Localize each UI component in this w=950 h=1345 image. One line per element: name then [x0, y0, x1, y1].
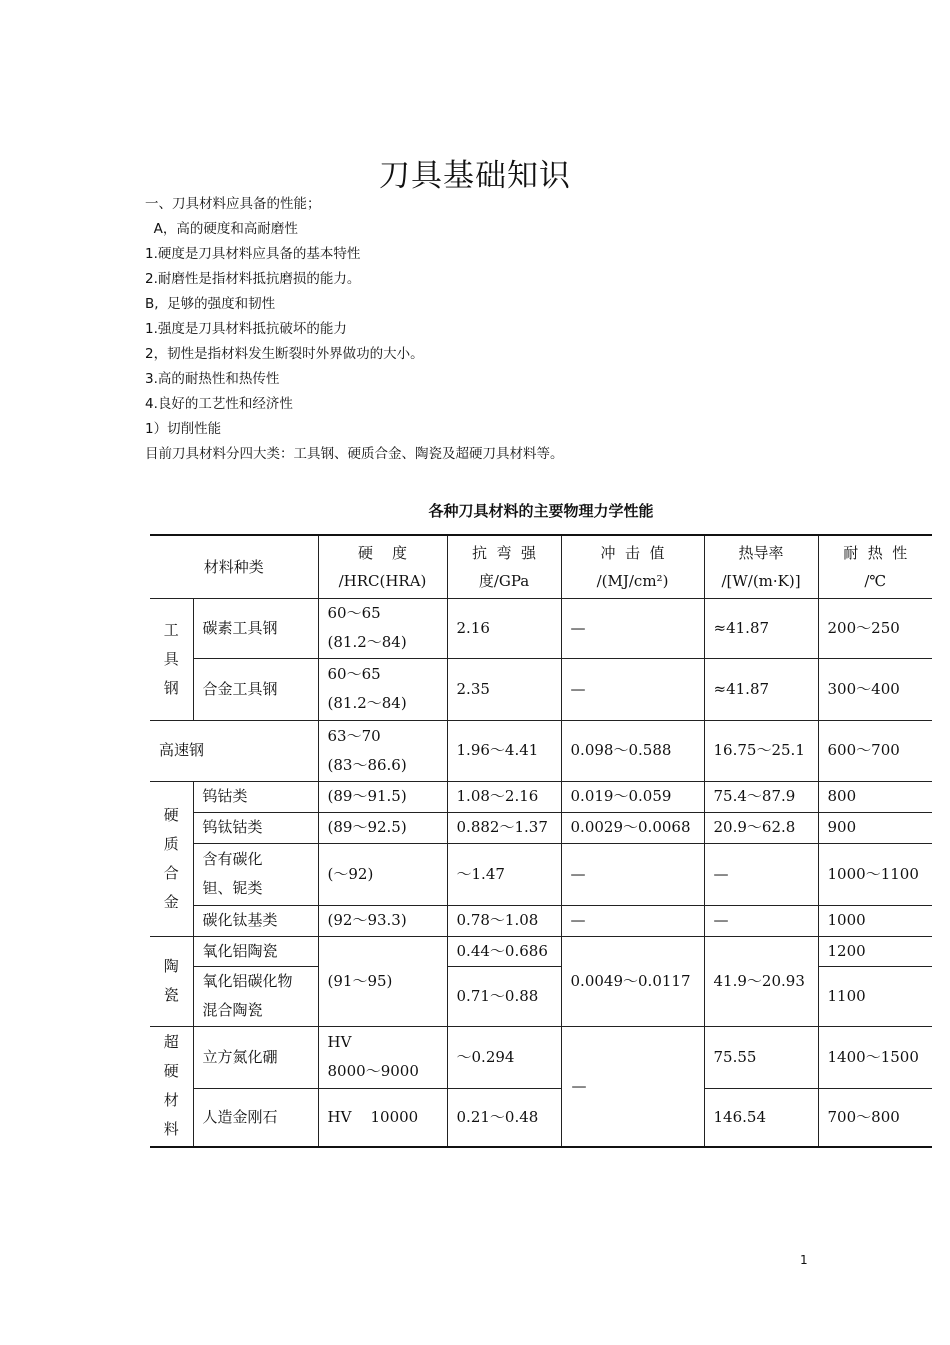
cell-conductivity: 75.55 [704, 1026, 818, 1088]
table-row [150, 843, 932, 905]
cell-heat: 1000 [818, 905, 932, 936]
cell-hardness: (89～91.5) [318, 781, 447, 812]
cell-strength: 0.21～0.48 [447, 1088, 561, 1147]
group-char: 瓷 [163, 986, 179, 1004]
intro-line: 2，韧性是指材料发生断裂时外界做功的大小。 [145, 346, 424, 362]
header-hardness [318, 535, 447, 598]
cell-strength: 1.08～2.16 [447, 781, 561, 812]
header-heat-line1: 耐 热 性 [843, 543, 908, 562]
cell-conductivity: 146.54 [704, 1088, 818, 1147]
cell-line: 63～70 [327, 726, 381, 745]
cell-line: 60～65 [327, 665, 381, 683]
cell-strength: 0.71～0.88 [447, 966, 561, 1026]
cell-name: 钨钴类 [193, 781, 318, 812]
cell-impact: 0.0049～0.0117 [561, 936, 704, 1026]
table-row [150, 1088, 932, 1147]
group-carbide [150, 781, 193, 936]
cell-strength: ～1.47 [447, 843, 561, 905]
cell-hardness: (91～95) [318, 936, 447, 1026]
intro-text [145, 192, 845, 467]
group-high-speed-steel: 高速钢 [150, 720, 318, 781]
group-char: 具 [163, 649, 179, 668]
header-impact-line2: /(MJ/cm²) [596, 571, 669, 590]
cell-name: 碳素工具钢 [193, 598, 318, 658]
cell-line: 氧化铝碳化物 [202, 972, 293, 990]
intro-line: 2.耐磨性是指材料抵抗磨损的能力。 [145, 271, 361, 287]
cell-conductivity: 75.4～87.9 [704, 781, 818, 812]
header-conductivity-line1: 热导率 [738, 543, 784, 562]
intro-line: A，高的硬度和高耐磨性 [145, 221, 298, 237]
cell-name: 碳化钛基类 [193, 905, 318, 936]
cell-heat: 1000～1100 [818, 843, 932, 905]
intro-line: 3.高的耐热性和热传性 [145, 371, 280, 387]
header-conductivity [704, 535, 818, 598]
group-char: 料 [163, 1120, 179, 1139]
cell-strength: 0.44～0.686 [447, 936, 561, 966]
cell-conductivity: — [704, 843, 818, 905]
cell-line: 钽、铌类 [202, 879, 263, 897]
table-header-row [150, 535, 932, 598]
cell-heat: 1100 [818, 966, 932, 1026]
group-tool-steel [150, 598, 193, 720]
group-char: 钢 [163, 678, 179, 697]
table-row [150, 720, 932, 781]
group-char: 材 [163, 1091, 179, 1110]
page-number: 1 [800, 1253, 808, 1267]
cell-heat: 600～700 [818, 720, 932, 781]
header-hardness-line2: /HRC(HRA) [338, 571, 427, 590]
cell-impact: 0.0029～0.0068 [561, 812, 704, 843]
page-title: 刀具基础知识 [379, 158, 571, 194]
cell-strength: 0.78～1.08 [447, 905, 561, 936]
cell-conductivity: ≈41.87 [704, 658, 818, 720]
group-char: 质 [163, 834, 179, 853]
cell-hardness [318, 598, 447, 658]
group-char: 硬 [163, 1062, 179, 1081]
cell-conductivity: 16.75～25.1 [704, 720, 818, 781]
intro-line: 1）切削性能 [145, 421, 222, 437]
table-row [150, 658, 932, 720]
table-row [150, 812, 932, 843]
cell-heat: 1400～1500 [818, 1026, 932, 1088]
cell-name [193, 843, 318, 905]
header-strength [447, 535, 561, 598]
cell-impact: — [561, 598, 704, 658]
cell-heat: 1200 [818, 936, 932, 966]
header-strength-line2: 度/GPa [478, 571, 530, 590]
cell-impact: 0.098～0.588 [561, 720, 704, 781]
cell-line: 60～65 [327, 604, 381, 622]
group-ceramic [150, 936, 193, 1026]
cell-line: HV [327, 1033, 352, 1051]
cell-strength: 0.882～1.37 [447, 812, 561, 843]
cell-hardness: (92～93.3) [318, 905, 447, 936]
intro-line: 1.硬度是刀具材料应具备的基本特性 [145, 246, 361, 262]
material-properties-table [150, 534, 932, 1148]
cell-heat: 200～250 [818, 598, 932, 658]
header-material: 材料种类 [150, 535, 318, 598]
cell-line: 8000～9000 [327, 1062, 419, 1080]
cell-conductivity: 20.9～62.8 [704, 812, 818, 843]
cell-name: 人造金刚石 [193, 1088, 318, 1147]
cell-strength: 1.96～4.41 [447, 720, 561, 781]
cell-hardness: HV 10000 [318, 1088, 447, 1147]
cell-hardness [318, 720, 447, 781]
table-row [150, 781, 932, 812]
group-char: 硬 [163, 805, 179, 824]
table-row [150, 1026, 932, 1088]
header-heat [818, 535, 932, 598]
table-row [150, 936, 932, 966]
cell-impact: — [561, 658, 704, 720]
header-impact [561, 535, 704, 598]
header-conductivity-line2: /[W/(m·K)] [721, 571, 801, 590]
cell-name [193, 966, 318, 1026]
cell-name: 氧化铝陶瓷 [193, 936, 318, 966]
table-row [150, 598, 932, 658]
cell-line: 含有碳化 [202, 850, 263, 868]
group-char: 超 [163, 1033, 179, 1052]
cell-impact: — [561, 843, 704, 905]
cell-heat: 900 [818, 812, 932, 843]
cell-conductivity: 41.9～20.93 [704, 936, 818, 1026]
header-strength-line1: 抗 弯 强 [471, 543, 537, 562]
cell-conductivity: — [704, 905, 818, 936]
group-char: 金 [163, 892, 179, 911]
cell-line: 混合陶瓷 [202, 1001, 263, 1019]
group-char: 合 [163, 863, 179, 882]
cell-heat: 700～800 [818, 1088, 932, 1147]
cell-hardness: (89～92.5) [318, 812, 447, 843]
cell-impact: — [561, 1026, 704, 1147]
cell-impact: 0.019～0.059 [561, 781, 704, 812]
intro-line: B, 足够的强度和韧性 [145, 296, 276, 312]
header-hardness-line1: 硬 度 [357, 543, 408, 562]
table-caption: 各种刀具材料的主要物理力学性能 [428, 502, 654, 520]
intro-line: 4.良好的工艺性和经济性 [145, 396, 293, 412]
cell-strength: ～0.294 [447, 1026, 561, 1088]
cell-conductivity: ≈41.87 [704, 598, 818, 658]
table-row [150, 905, 932, 936]
intro-line: 1.强度是刀具材料抵抗破坏的能力 [145, 321, 347, 337]
cell-name: 立方氮化硼 [193, 1026, 318, 1088]
cell-heat: 300～400 [818, 658, 932, 720]
intro-line: 一、刀具材料应具备的性能； [145, 196, 321, 212]
cell-line: (81.2～84) [327, 633, 407, 651]
cell-strength: 2.16 [447, 598, 561, 658]
group-char: 陶 [163, 957, 179, 975]
intro-line: 目前刀具材料分四大类：工具钢、硬质合金、陶瓷及超硬刀具材料等。 [145, 446, 564, 462]
cell-line: (81.2～84) [327, 694, 407, 712]
cell-hardness [318, 1026, 447, 1088]
cell-hardness [318, 658, 447, 720]
cell-hardness: (～92) [318, 843, 447, 905]
cell-line: (83～86.6) [327, 755, 407, 774]
group-superhard [150, 1026, 193, 1147]
cell-name: 合金工具钢 [193, 658, 318, 720]
group-char: 工 [163, 620, 179, 639]
cell-impact: — [561, 905, 704, 936]
cell-name: 钨钛钴类 [193, 812, 318, 843]
cell-strength: 2.35 [447, 658, 561, 720]
header-heat-line2: /℃ [864, 571, 887, 590]
header-impact-line1: 冲 击 值 [600, 543, 665, 562]
cell-heat: 800 [818, 781, 932, 812]
